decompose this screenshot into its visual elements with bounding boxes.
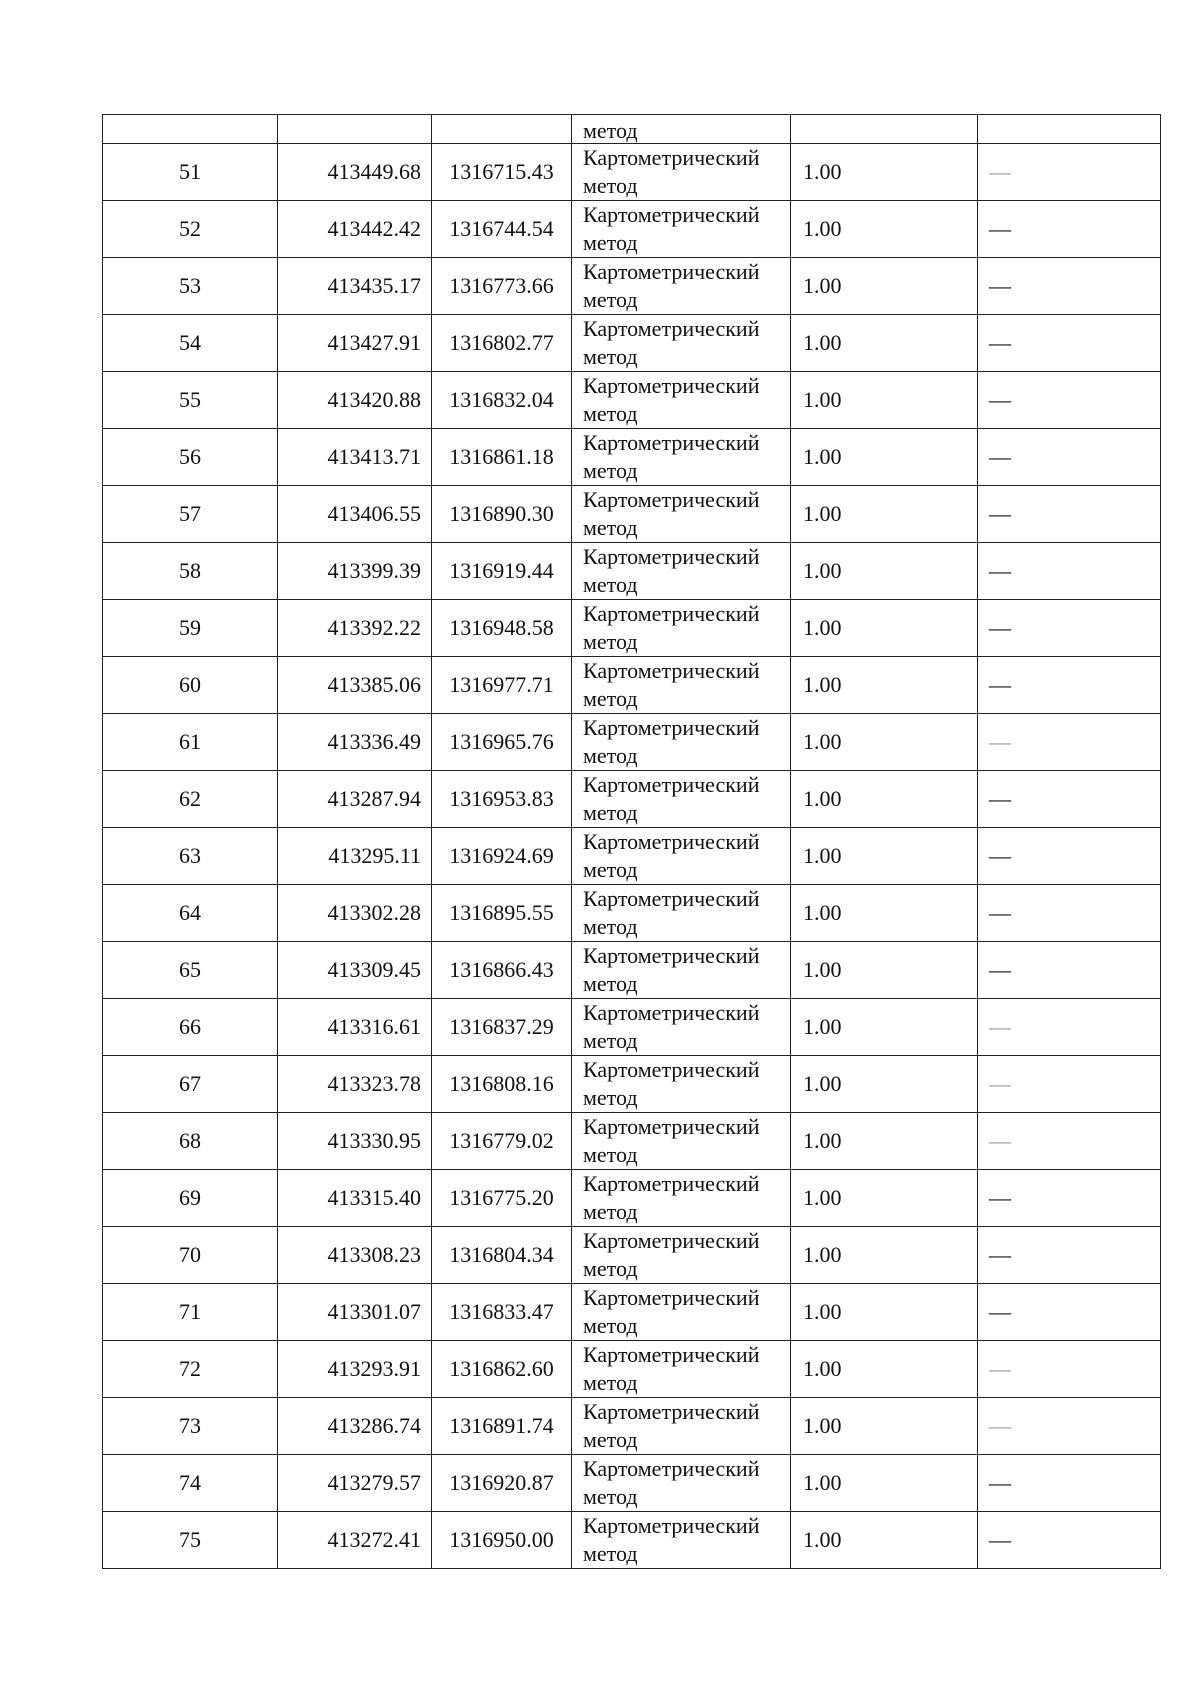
x-coordinate-cell: 413316.61	[278, 999, 432, 1056]
y-coordinate-cell: 1316715.43	[432, 144, 572, 201]
accuracy-cell: 1.00	[791, 942, 978, 999]
method-line-2: метод	[583, 743, 638, 768]
method-cell	[572, 486, 791, 543]
method-line-1: Картометрический	[583, 145, 760, 170]
point-number-cell: 56	[103, 429, 278, 486]
table-row	[103, 1113, 1161, 1170]
accuracy-cell: 1.00	[791, 1455, 978, 1512]
table-row	[103, 771, 1161, 828]
method-cell	[572, 714, 791, 771]
table-row	[103, 258, 1161, 315]
description-cell	[978, 315, 1161, 372]
table-row	[103, 657, 1161, 714]
point-number-cell: 72	[103, 1341, 278, 1398]
method-line-1: Картометрический	[583, 1456, 760, 1481]
point-number-cell: 67	[103, 1056, 278, 1113]
y-coordinate-cell: 1316890.30	[432, 486, 572, 543]
method-cell	[572, 828, 791, 885]
carryover-row	[103, 115, 1161, 144]
description-cell	[978, 657, 1161, 714]
method-line-2: метод	[583, 1085, 638, 1110]
method-cell	[572, 372, 791, 429]
table-row	[103, 999, 1161, 1056]
accuracy-cell: 1.00	[791, 1284, 978, 1341]
y-coordinate-cell: 1316953.83	[432, 771, 572, 828]
method-line-1: Картометрический	[583, 772, 760, 797]
y-coordinate-cell: 1316965.76	[432, 714, 572, 771]
table-row	[103, 1398, 1161, 1455]
x-coordinate-cell: 413442.42	[278, 201, 432, 258]
method-cell	[572, 315, 791, 372]
x-coordinate-cell: 413302.28	[278, 885, 432, 942]
method-line-2: метод	[583, 629, 638, 654]
description-cell	[978, 144, 1161, 201]
x-coordinate-cell: 413435.17	[278, 258, 432, 315]
accuracy-cell: 1.00	[791, 771, 978, 828]
description-dash: —	[989, 729, 1011, 754]
method-line-2: метод	[583, 572, 638, 597]
y-coordinate-cell: 1316866.43	[432, 942, 572, 999]
method-line-2: метод	[583, 800, 638, 825]
x-coordinate-cell: 413385.06	[278, 657, 432, 714]
description-dash: —	[989, 387, 1011, 412]
y-coordinate-cell: 1316773.66	[432, 258, 572, 315]
y-coordinate-cell: 1316837.29	[432, 999, 572, 1056]
x-coordinate-cell: 413286.74	[278, 1398, 432, 1455]
method-cell	[572, 1056, 791, 1113]
x-coordinate-cell: 413293.91	[278, 1341, 432, 1398]
method-cell	[572, 999, 791, 1056]
method-line-2: метод	[583, 971, 638, 996]
description-dash: —	[989, 330, 1011, 355]
coordinates-table	[102, 114, 1161, 1569]
y-coordinate-cell: 1316833.47	[432, 1284, 572, 1341]
description-cell	[978, 486, 1161, 543]
method-cell	[572, 1398, 791, 1455]
description-dash: —	[989, 1527, 1011, 1552]
method-cell	[572, 657, 791, 714]
description-dash: —	[989, 1242, 1011, 1267]
accuracy-cell: 1.00	[791, 144, 978, 201]
carryover-point-cell	[103, 115, 278, 144]
x-coordinate-cell: 413330.95	[278, 1113, 432, 1170]
y-coordinate-cell: 1316804.34	[432, 1227, 572, 1284]
description-dash: —	[989, 1185, 1011, 1210]
accuracy-cell: 1.00	[791, 1398, 978, 1455]
description-cell	[978, 543, 1161, 600]
method-cell	[572, 1341, 791, 1398]
method-line-1: Картометрический	[583, 1285, 760, 1310]
x-coordinate-cell: 413420.88	[278, 372, 432, 429]
method-line-2: метод	[583, 230, 638, 255]
method-line-1: Картометрический	[583, 430, 760, 455]
method-line-1: Картометрический	[583, 886, 760, 911]
table-row	[103, 429, 1161, 486]
point-number-cell: 51	[103, 144, 278, 201]
description-cell	[978, 828, 1161, 885]
point-number-cell: 58	[103, 543, 278, 600]
method-line-2: метод	[583, 1142, 638, 1167]
method-cell	[572, 771, 791, 828]
table-row	[103, 885, 1161, 942]
table-row	[103, 714, 1161, 771]
point-number-cell: 53	[103, 258, 278, 315]
point-number-cell: 62	[103, 771, 278, 828]
method-line-2: метод	[583, 857, 638, 882]
method-cell	[572, 1170, 791, 1227]
method-line-1: Картометрический	[583, 373, 760, 398]
method-line-2: метод	[583, 686, 638, 711]
x-coordinate-cell: 413406.55	[278, 486, 432, 543]
method-cell	[572, 885, 791, 942]
method-line-1: Картометрический	[583, 259, 760, 284]
description-cell	[978, 1398, 1161, 1455]
method-line-1: Картометрический	[583, 1057, 760, 1082]
method-line-2: метод	[583, 1427, 638, 1452]
method-line-1: Картометрический	[583, 487, 760, 512]
y-coordinate-cell: 1316775.20	[432, 1170, 572, 1227]
accuracy-cell: 1.00	[791, 1113, 978, 1170]
description-dash: —	[989, 957, 1011, 982]
point-number-cell: 55	[103, 372, 278, 429]
accuracy-cell: 1.00	[791, 1056, 978, 1113]
method-line-1: Картометрический	[583, 601, 760, 626]
point-number-cell: 65	[103, 942, 278, 999]
method-cell	[572, 600, 791, 657]
y-coordinate-cell: 1316919.44	[432, 543, 572, 600]
description-dash: —	[989, 1128, 1011, 1153]
method-line-1: Картометрический	[583, 658, 760, 683]
description-cell	[978, 258, 1161, 315]
y-coordinate-cell: 1316832.04	[432, 372, 572, 429]
table-row	[103, 1455, 1161, 1512]
method-line-1: Картометрический	[583, 1000, 760, 1025]
table-row	[103, 1341, 1161, 1398]
method-line-2: метод	[583, 1484, 638, 1509]
y-coordinate-cell: 1316802.77	[432, 315, 572, 372]
description-cell	[978, 885, 1161, 942]
accuracy-cell: 1.00	[791, 1341, 978, 1398]
table-row	[103, 1284, 1161, 1341]
x-coordinate-cell: 413427.91	[278, 315, 432, 372]
x-coordinate-cell: 413287.94	[278, 771, 432, 828]
x-coordinate-cell: 413279.57	[278, 1455, 432, 1512]
method-line-1: Картометрический	[583, 715, 760, 740]
method-line-2: метод	[583, 401, 638, 426]
y-coordinate-cell: 1316744.54	[432, 201, 572, 258]
carryover-method-cell	[572, 115, 791, 144]
method-line-1: Картометрический	[583, 544, 760, 569]
point-number-cell: 73	[103, 1398, 278, 1455]
description-cell	[978, 1113, 1161, 1170]
y-coordinate-cell: 1316861.18	[432, 429, 572, 486]
table-row	[103, 315, 1161, 372]
description-cell	[978, 942, 1161, 999]
method-line-2: метод	[583, 173, 638, 198]
method-cell	[572, 543, 791, 600]
description-cell	[978, 1512, 1161, 1569]
description-cell	[978, 1056, 1161, 1113]
method-line-2: метод	[583, 1256, 638, 1281]
point-number-cell: 63	[103, 828, 278, 885]
accuracy-cell: 1.00	[791, 1227, 978, 1284]
method-line-2: метод	[583, 1313, 638, 1338]
method-cell	[572, 429, 791, 486]
accuracy-cell: 1.00	[791, 999, 978, 1056]
x-coordinate-cell: 413308.23	[278, 1227, 432, 1284]
method-cell	[572, 1512, 791, 1569]
y-coordinate-cell: 1316779.02	[432, 1113, 572, 1170]
method-cell	[572, 258, 791, 315]
y-coordinate-cell: 1316895.55	[432, 885, 572, 942]
y-coordinate-cell: 1316950.00	[432, 1512, 572, 1569]
method-line-2: метод	[583, 344, 638, 369]
point-number-cell: 64	[103, 885, 278, 942]
method-line-2: метод	[583, 287, 638, 312]
method-line-1: Картометрический	[583, 1114, 760, 1139]
coordinates-table-body	[103, 115, 1161, 1569]
method-line-1: Картометрический	[583, 1342, 760, 1367]
x-coordinate-cell: 413413.71	[278, 429, 432, 486]
description-dash: —	[989, 1413, 1011, 1438]
method-line-2: метод	[583, 914, 638, 939]
method-line-2: метод	[583, 1370, 638, 1395]
x-coordinate-cell: 413392.22	[278, 600, 432, 657]
description-dash: —	[989, 1356, 1011, 1381]
accuracy-cell: 1.00	[791, 885, 978, 942]
table-row	[103, 1056, 1161, 1113]
description-cell	[978, 1170, 1161, 1227]
point-number-cell: 57	[103, 486, 278, 543]
point-number-cell: 69	[103, 1170, 278, 1227]
y-coordinate-cell: 1316808.16	[432, 1056, 572, 1113]
description-cell	[978, 372, 1161, 429]
table-row	[103, 1227, 1161, 1284]
y-coordinate-cell: 1316862.60	[432, 1341, 572, 1398]
method-line-1: Картометрический	[583, 829, 760, 854]
description-cell	[978, 999, 1161, 1056]
accuracy-cell: 1.00	[791, 828, 978, 885]
description-cell	[978, 201, 1161, 258]
description-dash: —	[989, 1014, 1011, 1039]
point-number-cell: 71	[103, 1284, 278, 1341]
point-number-cell: 66	[103, 999, 278, 1056]
method-line-1: Картометрический	[583, 1399, 760, 1424]
method-cell	[572, 1284, 791, 1341]
x-coordinate-cell: 413336.49	[278, 714, 432, 771]
carryover-accuracy-cell	[791, 115, 978, 144]
accuracy-cell: 1.00	[791, 486, 978, 543]
method-cell	[572, 1455, 791, 1512]
table-row	[103, 201, 1161, 258]
method-line-1: Картометрический	[583, 316, 760, 341]
point-number-cell: 60	[103, 657, 278, 714]
point-number-cell: 70	[103, 1227, 278, 1284]
carryover-method-text: метод	[583, 118, 638, 143]
description-cell	[978, 1227, 1161, 1284]
description-cell	[978, 600, 1161, 657]
accuracy-cell: 1.00	[791, 372, 978, 429]
method-line-1: Картометрический	[583, 1513, 760, 1538]
accuracy-cell: 1.00	[791, 201, 978, 258]
y-coordinate-cell: 1316948.58	[432, 600, 572, 657]
method-cell	[572, 201, 791, 258]
method-line-2: метод	[583, 1028, 638, 1053]
accuracy-cell: 1.00	[791, 1512, 978, 1569]
x-coordinate-cell: 413309.45	[278, 942, 432, 999]
description-dash: —	[989, 273, 1011, 298]
description-dash: —	[989, 1071, 1011, 1096]
method-line-2: метод	[583, 1541, 638, 1566]
description-cell	[978, 429, 1161, 486]
point-number-cell: 61	[103, 714, 278, 771]
description-cell	[978, 771, 1161, 828]
method-cell	[572, 144, 791, 201]
accuracy-cell: 1.00	[791, 258, 978, 315]
x-coordinate-cell: 413449.68	[278, 144, 432, 201]
point-number-cell: 54	[103, 315, 278, 372]
carryover-x-cell	[278, 115, 432, 144]
description-dash: —	[989, 900, 1011, 925]
accuracy-cell: 1.00	[791, 315, 978, 372]
description-dash: —	[989, 1299, 1011, 1324]
y-coordinate-cell: 1316977.71	[432, 657, 572, 714]
description-cell	[978, 1455, 1161, 1512]
table-row	[103, 543, 1161, 600]
table-row	[103, 144, 1161, 201]
description-dash: —	[989, 786, 1011, 811]
description-dash: —	[989, 216, 1011, 241]
description-dash: —	[989, 558, 1011, 583]
table-row	[103, 1512, 1161, 1569]
description-dash: —	[989, 444, 1011, 469]
x-coordinate-cell: 413399.39	[278, 543, 432, 600]
table-row	[103, 486, 1161, 543]
accuracy-cell: 1.00	[791, 600, 978, 657]
carryover-y-cell	[432, 115, 572, 144]
carryover-description-cell	[978, 115, 1161, 144]
x-coordinate-cell: 413295.11	[278, 828, 432, 885]
x-coordinate-cell: 413315.40	[278, 1170, 432, 1227]
method-line-1: Картометрический	[583, 202, 760, 227]
description-cell	[978, 1284, 1161, 1341]
y-coordinate-cell: 1316924.69	[432, 828, 572, 885]
accuracy-cell: 1.00	[791, 429, 978, 486]
method-line-1: Картометрический	[583, 1171, 760, 1196]
point-number-cell: 68	[103, 1113, 278, 1170]
x-coordinate-cell: 413323.78	[278, 1056, 432, 1113]
method-line-2: метод	[583, 458, 638, 483]
description-dash: —	[989, 1470, 1011, 1495]
y-coordinate-cell: 1316891.74	[432, 1398, 572, 1455]
description-dash: —	[989, 501, 1011, 526]
method-cell	[572, 1113, 791, 1170]
description-dash: —	[989, 615, 1011, 640]
x-coordinate-cell: 413272.41	[278, 1512, 432, 1569]
description-cell	[978, 714, 1161, 771]
description-dash: —	[989, 843, 1011, 868]
table-row	[103, 372, 1161, 429]
table-row	[103, 828, 1161, 885]
accuracy-cell: 1.00	[791, 543, 978, 600]
accuracy-cell: 1.00	[791, 714, 978, 771]
y-coordinate-cell: 1316920.87	[432, 1455, 572, 1512]
x-coordinate-cell: 413301.07	[278, 1284, 432, 1341]
method-cell	[572, 1227, 791, 1284]
accuracy-cell: 1.00	[791, 1170, 978, 1227]
point-number-cell: 74	[103, 1455, 278, 1512]
table-row	[103, 600, 1161, 657]
description-dash: —	[989, 672, 1011, 697]
accuracy-cell: 1.00	[791, 657, 978, 714]
method-line-1: Картометрический	[583, 943, 760, 968]
method-cell	[572, 942, 791, 999]
table-row	[103, 942, 1161, 999]
description-dash: —	[989, 159, 1011, 184]
method-line-1: Картометрический	[583, 1228, 760, 1253]
method-line-2: метод	[583, 1199, 638, 1224]
point-number-cell: 75	[103, 1512, 278, 1569]
method-line-2: метод	[583, 515, 638, 540]
point-number-cell: 59	[103, 600, 278, 657]
description-cell	[978, 1341, 1161, 1398]
point-number-cell: 52	[103, 201, 278, 258]
table-row	[103, 1170, 1161, 1227]
